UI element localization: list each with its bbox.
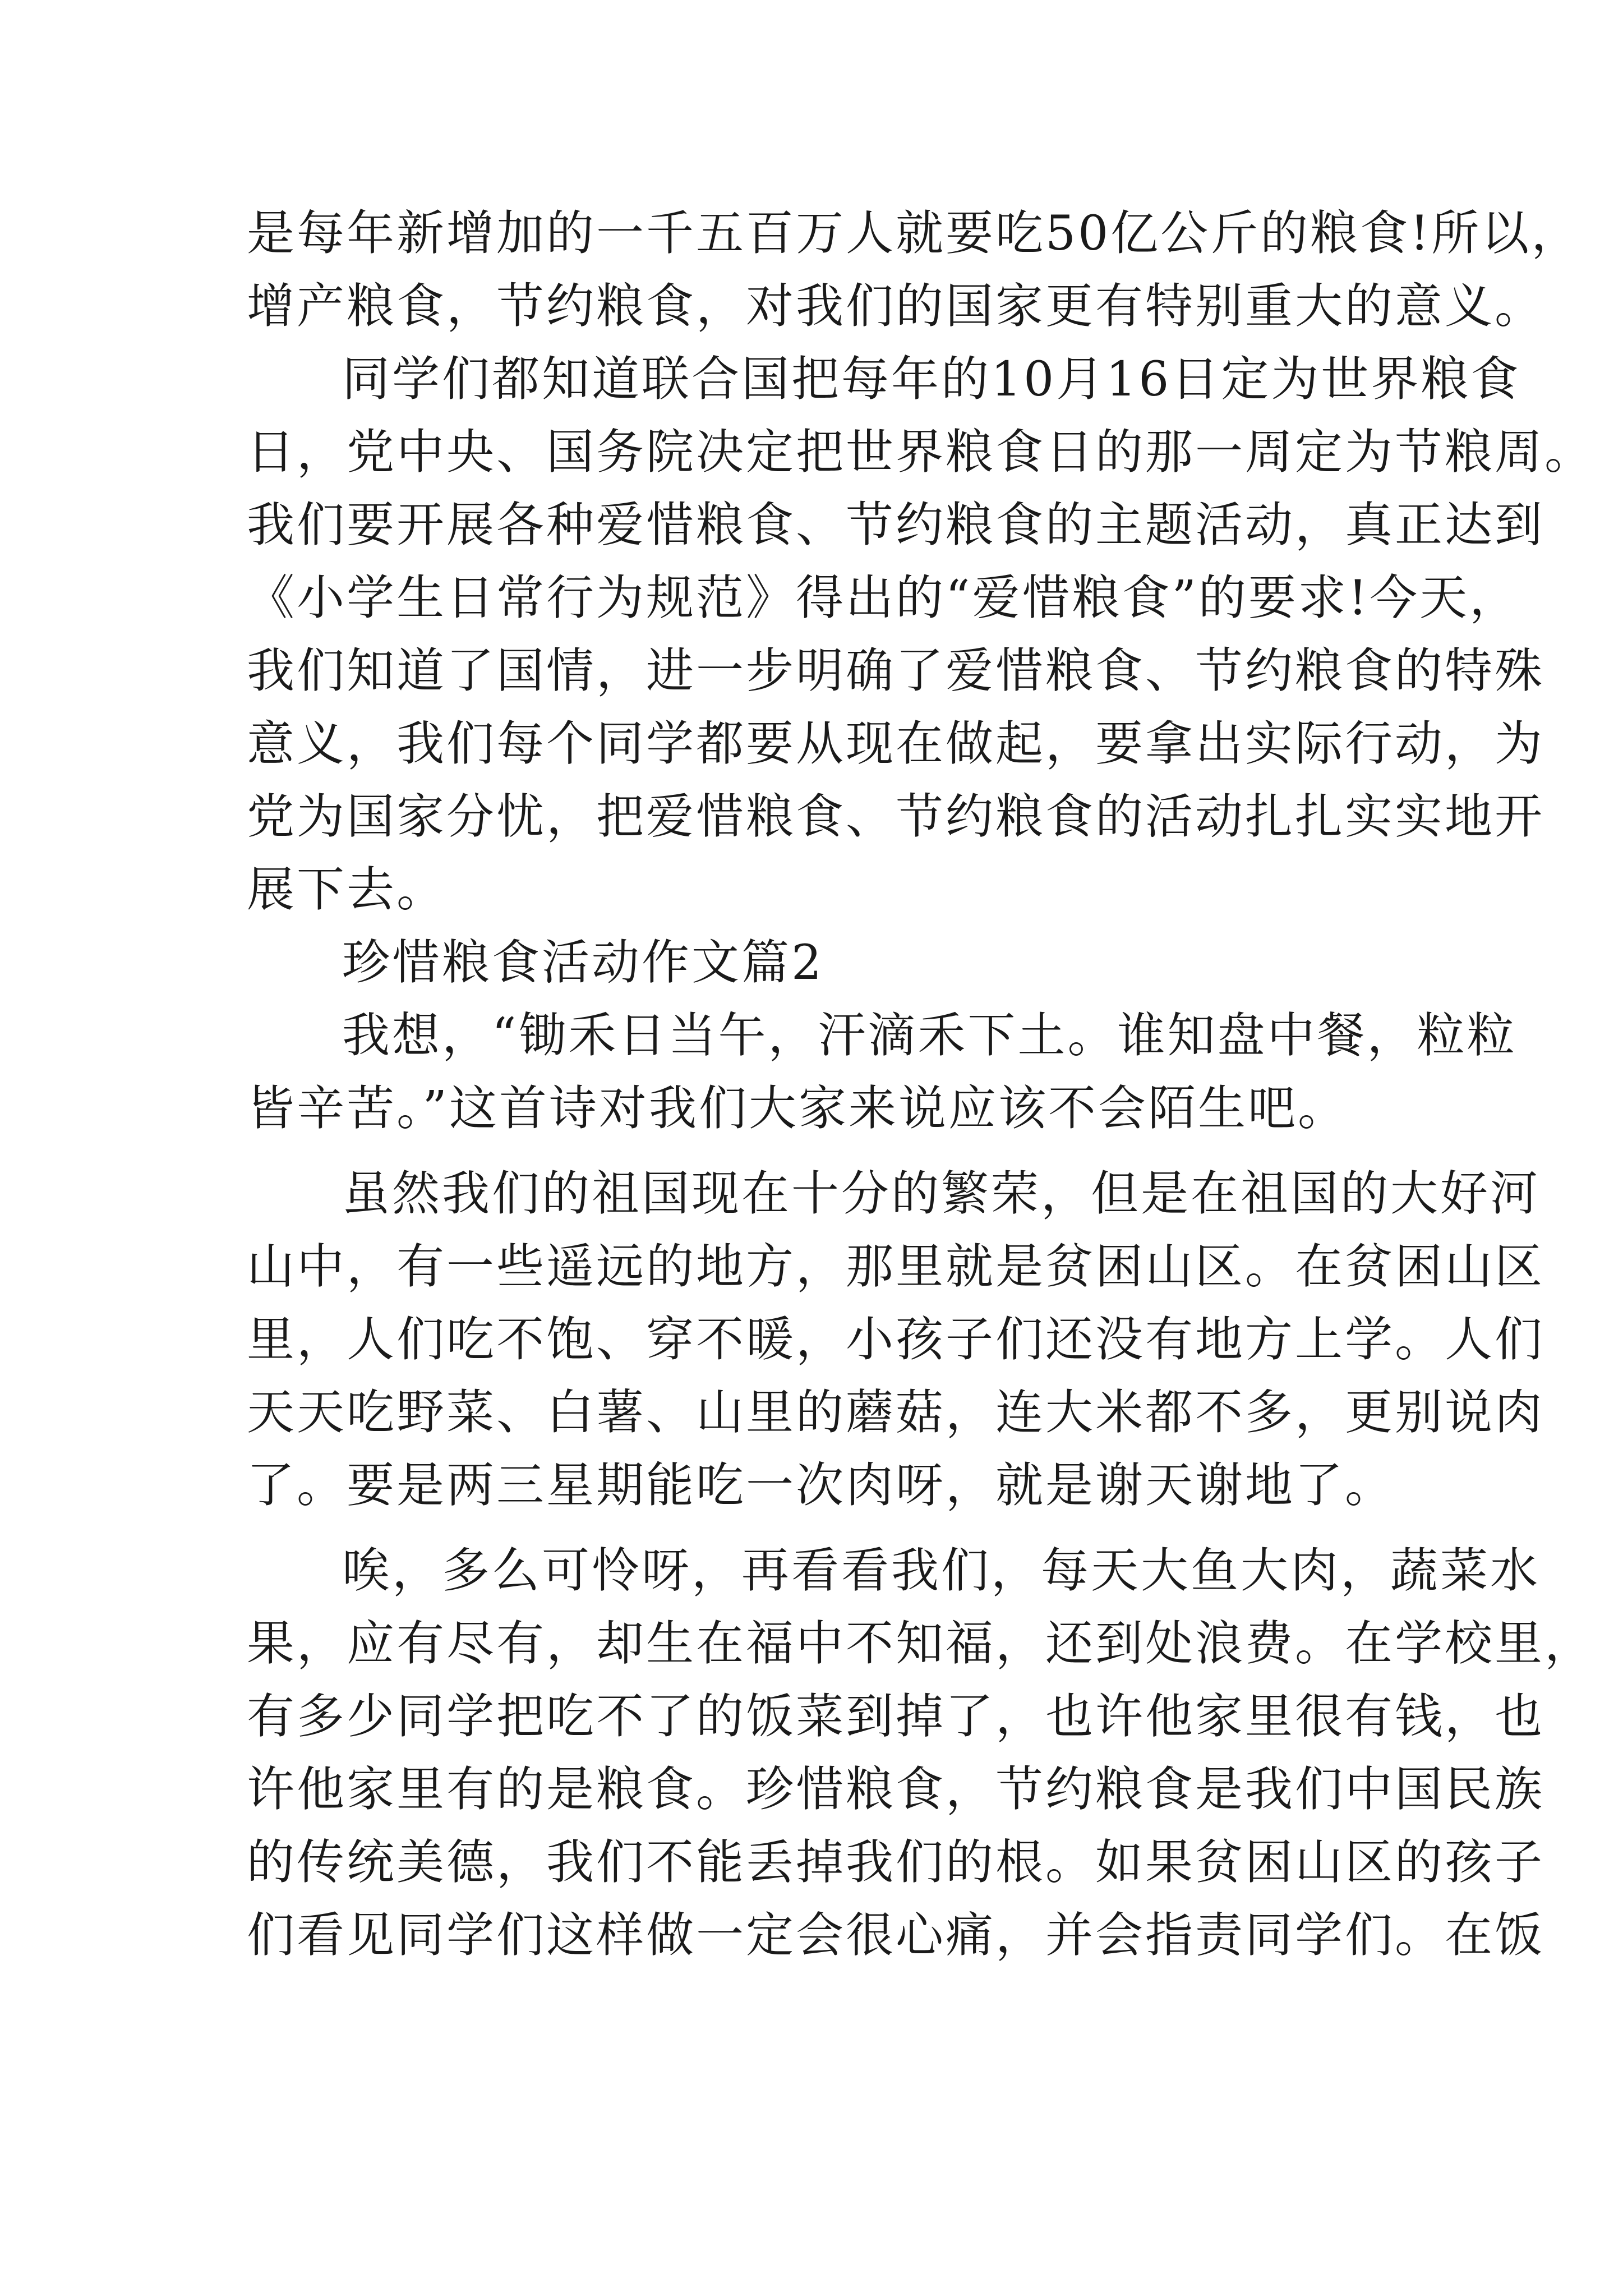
text-line: 日，党中央、国务院决定把世界粮食日的那一周定为节粮周。 xyxy=(247,425,1595,480)
text-line: 许他家里有的是粮食。珍惜粮食，节约粮食是我们中国民族 xyxy=(247,1762,1545,1818)
text-line: 我们要开展各种爱惜粮食、节约粮食的主题活动，真正达到 xyxy=(247,498,1545,553)
text-line: 意义，我们每个同学都要从现在做起，要拿出实际行动，为 xyxy=(247,716,1545,772)
text-line: 我们知道了国情，进一步明确了爱惜粮食、节约粮食的特殊 xyxy=(247,643,1545,699)
text-line: 增产粮食，节约粮食，对我们的国家更有特别重大的意义。 xyxy=(247,279,1545,334)
paragraph-start-line: 虽然我们的祖国现在十分的繁荣，但是在祖国的大好河 xyxy=(342,1166,1541,1222)
paragraph-start-line: 唉，多么可怜呀，再看看我们，每天大鱼大肉，蔬菜水 xyxy=(342,1543,1541,1599)
section-heading: 珍惜粮食活动作文篇2 xyxy=(342,935,824,991)
text-line: 里，人们吃不饱、穿不暖，小孩子们还没有地方上学。人们 xyxy=(247,1312,1545,1368)
text-line: 《小学生日常行为规范》得出的“爱惜粮食”的要求!今天， xyxy=(247,570,1520,626)
text-line: 果，应有尽有，却生在福中不知福，还到处浪费。在学校里， xyxy=(247,1616,1595,1672)
text-line: 是每年新增加的一千五百万人就要吃50亿公斤的粮食!所以， xyxy=(247,206,1581,261)
text-line: 有多少同学把吃不了的饭菜到掉了，也许他家里很有钱，也 xyxy=(247,1689,1545,1745)
paragraph-start-line: 我想，“锄禾日当午，汗滴禾下土。谁知盘中餐，粒粒 xyxy=(342,1008,1517,1064)
text-line: 山中，有一些遥远的地方，那里就是贫困山区。在贫困山区 xyxy=(247,1239,1545,1295)
body-text xyxy=(247,197,1595,1972)
text-line: 皆辛苦。”这首诗对我们大家来说应该不会陌生吧。 xyxy=(247,1081,1348,1137)
text-line: 了。要是两三星期能吃一次肉呀，就是谢天谢地了。 xyxy=(247,1458,1395,1513)
text-line: 的传统美德，我们不能丢掉我们的根。如果贫困山区的孩子 xyxy=(247,1835,1545,1890)
paragraph-start-line: 同学们都知道联合国把每年的10月16日定为世界粮食 xyxy=(342,352,1521,407)
text-line: 党为国家分忧，把爱惜粮食、节约粮食的活动扎扎实实地开 xyxy=(247,789,1545,845)
text-line: 展下去。 xyxy=(247,862,447,918)
text-line: 天天吃野菜、白薯、山里的蘑菇，连大米都不多，更别说肉 xyxy=(247,1385,1545,1441)
text-line: 们看见同学们这样做一定会很心痛，并会指责同学们。在饭 xyxy=(247,1908,1545,1963)
